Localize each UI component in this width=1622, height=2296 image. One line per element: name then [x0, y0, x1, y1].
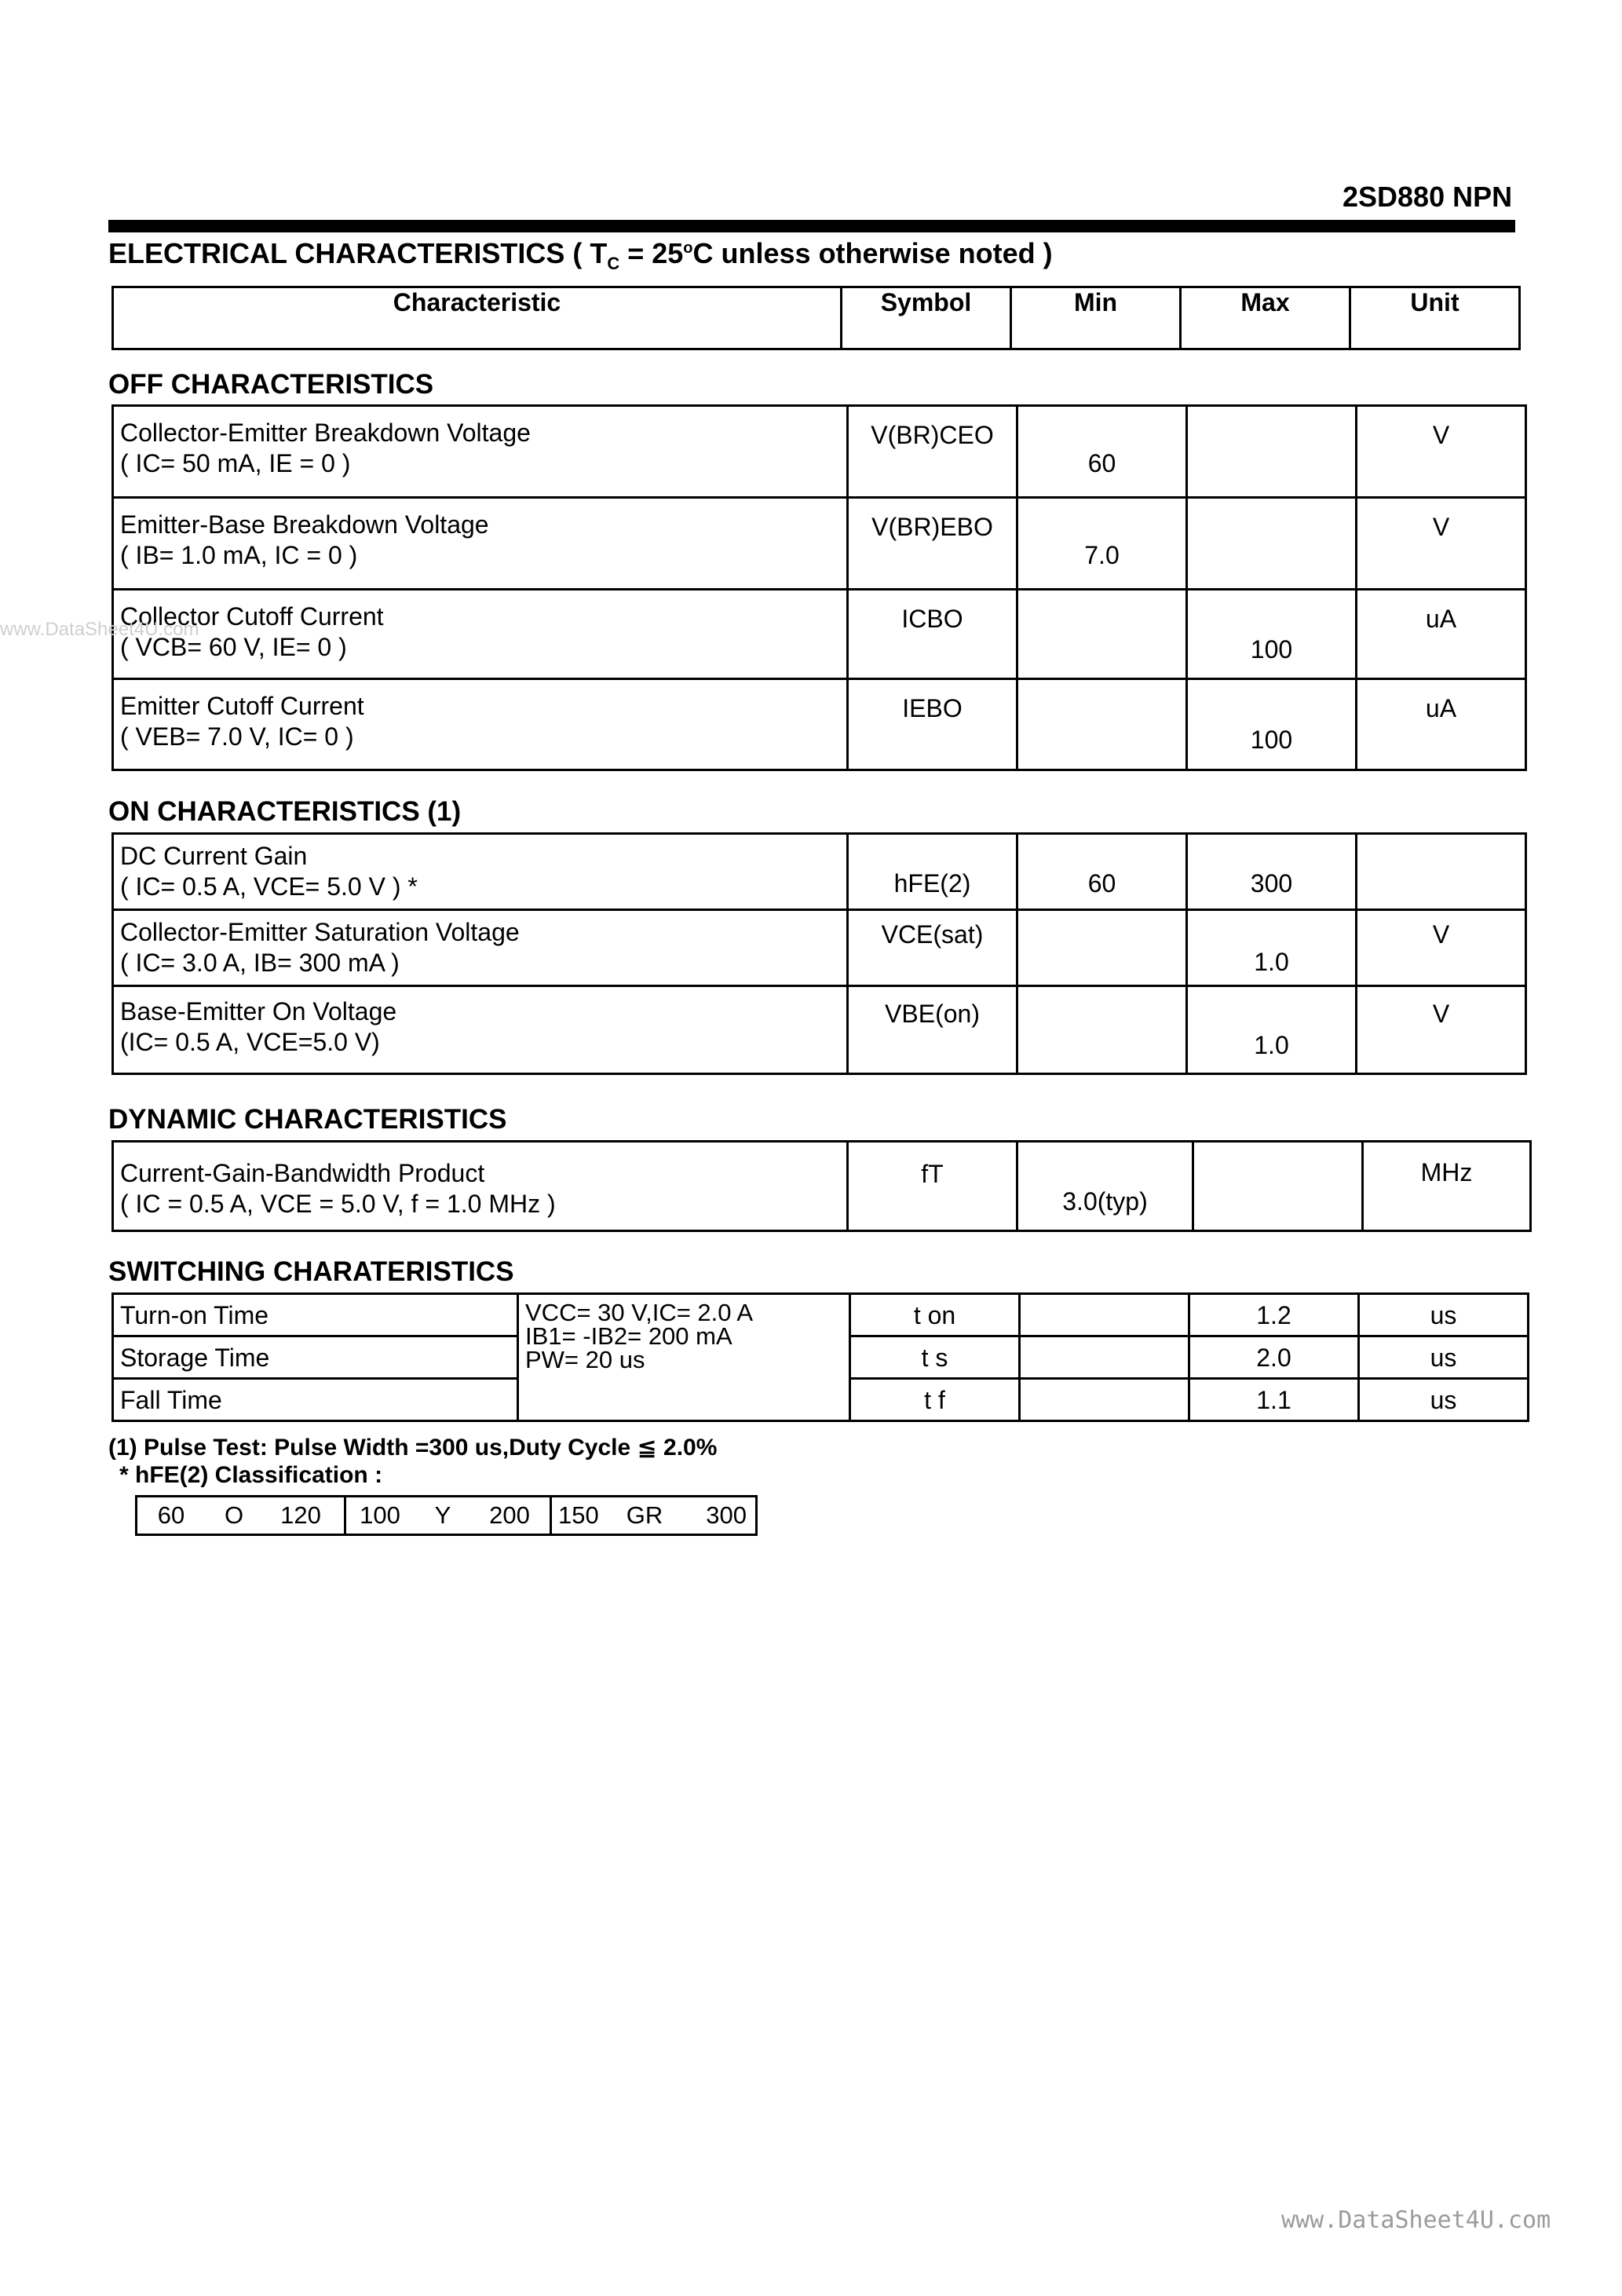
- table-row: [113, 498, 1526, 590]
- unit-cell: V: [1357, 910, 1526, 986]
- symbol-cell: VBE(on): [848, 986, 1017, 1074]
- min-cell: [1017, 986, 1187, 1074]
- characteristic-cell: Collector Cutoff Current ( VCB= 60 V, IE= 0 ): [113, 590, 848, 679]
- on-characteristics-table: [111, 832, 1527, 1075]
- col-max: Max: [1181, 287, 1350, 349]
- min-cell: [1017, 679, 1187, 770]
- characteristic-cell: Base-Emitter On Voltage (IC= 0.5 A, VCE=5.0 V): [113, 986, 848, 1074]
- table-row: [113, 1294, 1529, 1336]
- max-cell: 2.0: [1189, 1336, 1359, 1379]
- header-rule: [108, 220, 1515, 232]
- symbol-cell: t s: [850, 1336, 1020, 1379]
- switching-conditions: VCC= 30 V,IC= 2.0 A IB1= -IB2= 200 mA PW= 20 us: [518, 1294, 850, 1421]
- unit-cell: us: [1359, 1379, 1529, 1421]
- max-cell: 100: [1187, 679, 1357, 770]
- unit-cell: [1357, 834, 1526, 910]
- table-row: [113, 679, 1526, 770]
- characteristic-cell: Current-Gain-Bandwidth Product ( IC = 0.5 A, VCE = 5.0 V, f = 1.0 MHz ): [113, 1142, 848, 1231]
- col-min: Min: [1011, 287, 1181, 349]
- symbol-cell: VCE(sat): [848, 910, 1017, 986]
- characteristic-cell: DC Current Gain ( IC= 0.5 A, VCE= 5.0 V ) *: [113, 834, 848, 910]
- symbol-cell: t f: [850, 1379, 1020, 1421]
- characteristic-cell: Storage Time: [113, 1336, 518, 1379]
- pulse-test-note: (1) Pulse Test: Pulse Width =300 us,Duty Cycle ≦ 2.0%: [108, 1435, 718, 1461]
- characteristic-cell: Collector-Emitter Saturation Voltage ( IC= 3.0 A, IB= 300 mA ): [113, 910, 848, 986]
- watermark-left: www.DataSheet4U.com: [0, 619, 199, 640]
- table-row: [113, 834, 1526, 910]
- table-row: [113, 406, 1526, 498]
- max-cell: 1.2: [1189, 1294, 1359, 1336]
- characteristic-cell: Emitter-Base Breakdown Voltage ( IB= 1.0 mA, IC = 0 ): [113, 498, 848, 590]
- symbol-cell: ICBO: [848, 590, 1017, 679]
- min-cell: [1020, 1294, 1189, 1336]
- max-cell: 1.0: [1187, 986, 1357, 1074]
- hfe-classification-label: * hFE(2) Classification :: [119, 1462, 383, 1488]
- max-cell: [1187, 406, 1357, 498]
- off-characteristics-title: OFF CHARACTERISTICS: [108, 369, 434, 400]
- max-cell: 1.0: [1187, 910, 1357, 986]
- table-row: [113, 910, 1526, 986]
- hfe-class-o: 60 O 120: [137, 1497, 345, 1535]
- col-unit: Unit: [1350, 287, 1520, 349]
- characteristic-cell: Turn-on Time: [113, 1294, 518, 1336]
- part-number: 2SD880 NPN: [1343, 181, 1513, 213]
- min-cell: [1017, 590, 1187, 679]
- hfe-classification-table: [135, 1495, 758, 1536]
- hfe-class-gr: 150 GR 300: [551, 1497, 757, 1535]
- max-cell: 100: [1187, 590, 1357, 679]
- symbol-cell: t on: [850, 1294, 1020, 1336]
- col-characteristic: Characteristic: [113, 287, 842, 349]
- min-cell: 3.0(typ): [1017, 1142, 1193, 1231]
- unit-cell: uA: [1357, 679, 1526, 770]
- table-row: [113, 986, 1526, 1074]
- symbol-cell: fT: [848, 1142, 1017, 1231]
- characteristic-cell: Collector-Emitter Breakdown Voltage ( IC= 50 mA, IE = 0 ): [113, 406, 848, 498]
- hfe-class-y: 100 Y 200: [345, 1497, 551, 1535]
- off-characteristics-table: [111, 404, 1527, 771]
- electrical-characteristics-heading: ELECTRICAL CHARACTERISTICS ( $T_C = 25^oC$ unless otherwise noted ): [108, 237, 1053, 274]
- switching-characteristics-table: [111, 1292, 1529, 1422]
- unit-cell: us: [1359, 1294, 1529, 1336]
- table-row: [113, 590, 1526, 679]
- switching-characteristics-title: SWITCHING CHARATERISTICS: [108, 1256, 514, 1287]
- symbol-cell: hFE(2): [848, 834, 1017, 910]
- min-cell: [1020, 1379, 1189, 1421]
- unit-cell: V: [1357, 498, 1526, 590]
- min-cell: 7.0: [1017, 498, 1187, 590]
- dynamic-characteristics-title: DYNAMIC CHARACTERISTICS: [108, 1104, 507, 1135]
- table-row: [113, 1142, 1531, 1231]
- col-symbol: Symbol: [842, 287, 1011, 349]
- unit-cell: uA: [1357, 590, 1526, 679]
- symbol-cell: V(BR)EBO: [848, 498, 1017, 590]
- symbol-cell: V(BR)CEO: [848, 406, 1017, 498]
- max-cell: [1187, 498, 1357, 590]
- max-cell: 1.1: [1189, 1379, 1359, 1421]
- dynamic-characteristics-table: [111, 1140, 1532, 1232]
- characteristic-cell: Emitter Cutoff Current ( VEB= 7.0 V, IC= 0 ): [113, 679, 848, 770]
- min-cell: [1017, 910, 1187, 986]
- unit-cell: V: [1357, 986, 1526, 1074]
- on-characteristics-title: ON CHARACTERISTICS (1): [108, 796, 462, 827]
- characteristic-cell: Fall Time: [113, 1379, 518, 1421]
- max-cell: 300: [1187, 834, 1357, 910]
- unit-cell: V: [1357, 406, 1526, 498]
- max-cell: [1193, 1142, 1363, 1231]
- watermark-right: www.DataSheet4U.com: [1281, 2206, 1551, 2234]
- min-cell: [1020, 1336, 1189, 1379]
- min-cell: 60: [1017, 834, 1187, 910]
- symbol-cell: IEBO: [848, 679, 1017, 770]
- column-header-table: [111, 286, 1521, 350]
- unit-cell: MHz: [1363, 1142, 1531, 1231]
- unit-cell: us: [1359, 1336, 1529, 1379]
- min-cell: 60: [1017, 406, 1187, 498]
